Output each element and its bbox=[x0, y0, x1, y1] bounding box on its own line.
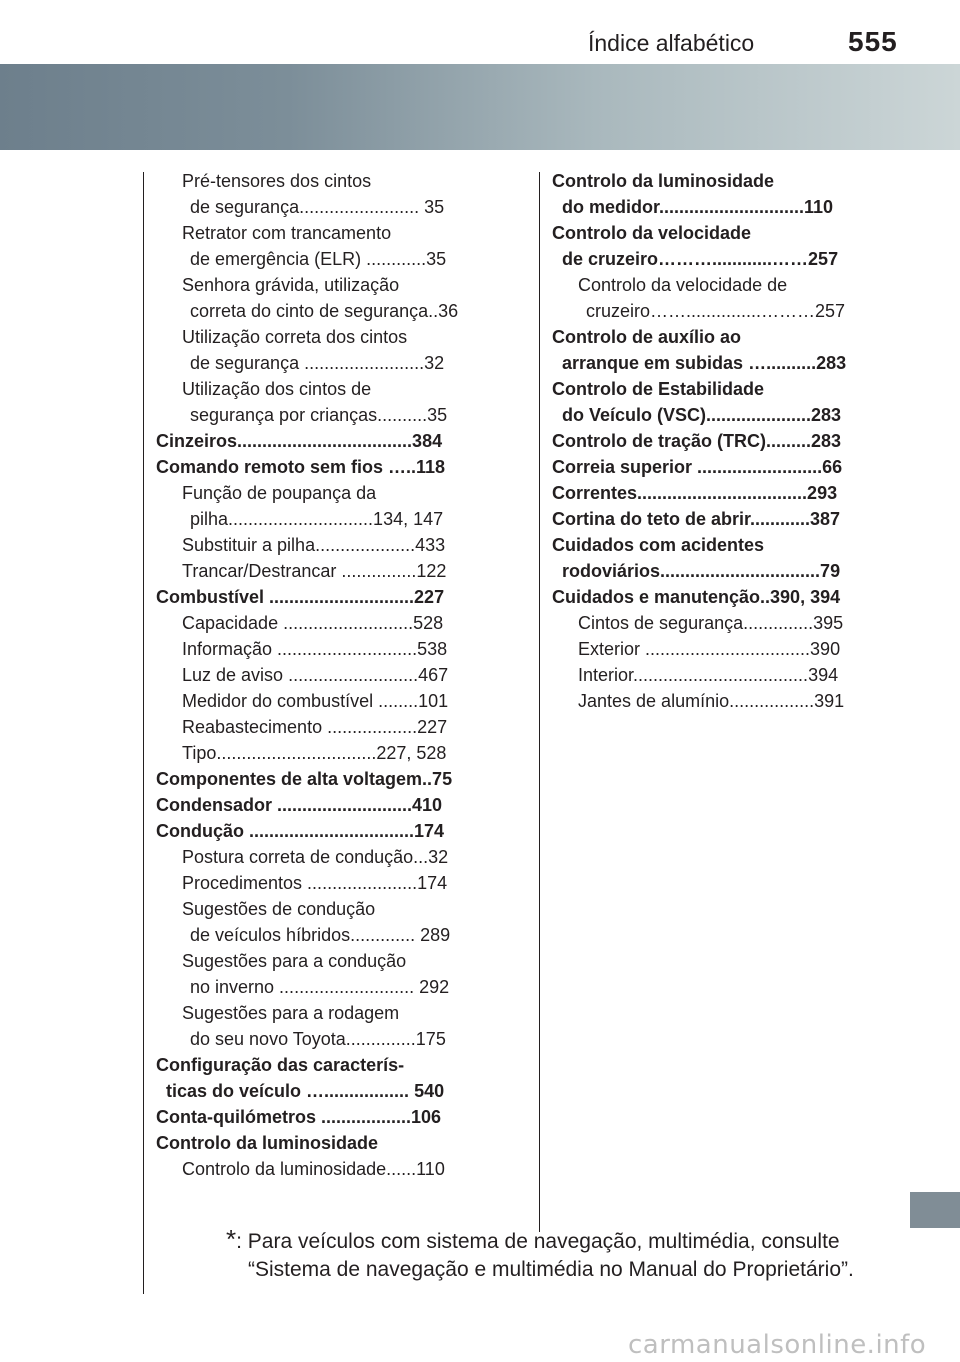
index-entry: ticas do veículo …................. 540 bbox=[166, 1081, 445, 1101]
index-entry: Capacidade ..........................528 bbox=[182, 613, 444, 633]
index-entry: Cintos de segurança..............395 bbox=[578, 613, 844, 633]
index-entry: Retrator com trancamento bbox=[182, 223, 392, 243]
index-entry: Controlo da velocidade de bbox=[578, 275, 788, 295]
index-entry: Utilização correta dos cintos bbox=[182, 327, 408, 347]
index-entry: pilha.............................134, 147 bbox=[190, 509, 444, 529]
index-entry: Condução .................................174 bbox=[156, 821, 445, 841]
index-entry: Controlo da velocidade bbox=[552, 223, 752, 243]
index-column-right bbox=[552, 168, 870, 714]
index-entry: Sugestões para a rodagem bbox=[182, 1003, 400, 1023]
index-entry: Conta-quilómetros ..................106 bbox=[156, 1107, 442, 1127]
index-entry: Medidor do combustível ........101 bbox=[182, 691, 449, 711]
index-entry: Correia superior .........................66 bbox=[552, 457, 843, 477]
index-entry: Configuração das caracterís- bbox=[156, 1055, 405, 1075]
footnote bbox=[226, 1224, 866, 1284]
page-number: 555 bbox=[848, 26, 898, 57]
page-header bbox=[0, 0, 960, 64]
footnote-asterisk: * bbox=[226, 1224, 237, 1254]
index-entry: arranque em subidas …..........283 bbox=[562, 353, 847, 373]
index-entry: de segurança ........................32 bbox=[190, 353, 445, 373]
index-entry: cruzeiro……...............………257 bbox=[586, 301, 846, 321]
index-entry: Jantes de alumínio.................391 bbox=[578, 691, 845, 711]
footnote-line-1: : Para veículos com sistema de navegação, multimédia, consulte bbox=[236, 1230, 840, 1253]
index-entry: Controlo da luminosidade bbox=[552, 171, 775, 191]
index-entry: Luz de aviso ..........................467 bbox=[182, 665, 449, 685]
index-entry: Senhora grávida, utilização bbox=[182, 275, 400, 295]
index-entry: de veículos híbridos............. 289 bbox=[190, 925, 451, 945]
index-entry: do Veículo (VSC).....................283 bbox=[562, 405, 842, 425]
index-entry: Função de poupança da bbox=[182, 483, 377, 503]
index-entry: de emergência (ELR) ............35 bbox=[190, 249, 447, 269]
index-entry: segurança por crianças..........35 bbox=[190, 405, 448, 425]
index-entry: Sugestões para a condução bbox=[182, 951, 407, 971]
index-entry: Controlo de auxílio ao bbox=[552, 327, 742, 347]
index-entry: Cinzeiros...................................384 bbox=[156, 431, 443, 451]
footnote-line-2: “Sistema de navegação e multimédia no Manual do Proprietário”. bbox=[248, 1258, 854, 1281]
index-entry: Procedimentos ......................174 bbox=[182, 873, 448, 893]
index-entry: de cruzeiro………............……257 bbox=[562, 249, 839, 269]
index-entry: Interior...................................394 bbox=[578, 665, 839, 685]
index-entry: Cuidados com acidentes bbox=[552, 535, 765, 555]
index-entry: Controlo da luminosidade......110 bbox=[182, 1159, 445, 1179]
index-entry: Componentes de alta voltagem..75 bbox=[156, 769, 453, 789]
left-margin-rule bbox=[143, 172, 144, 1294]
index-entry: correta do cinto de segurança..36 bbox=[190, 301, 459, 321]
header-gradient-band bbox=[0, 64, 960, 150]
index-entry: Utilização dos cintos de bbox=[182, 379, 372, 399]
index-entry: Combustível .............................227 bbox=[156, 587, 445, 607]
index-entry: Controlo de tração (TRC).........283 bbox=[552, 431, 842, 451]
index-entry: Informação ............................538 bbox=[182, 639, 448, 659]
index-entry: do medidor.............................110 bbox=[562, 197, 834, 217]
index-entry: Cuidados e manutenção..390, 394 bbox=[552, 587, 841, 607]
index-entry: do seu novo Toyota..............175 bbox=[190, 1029, 446, 1049]
index-entry: Pré-tensores dos cintos bbox=[182, 171, 372, 191]
index-entry: Exterior .................................390 bbox=[578, 639, 841, 659]
index-entry: Postura correta de condução...32 bbox=[182, 847, 449, 867]
index-entry: Comando remoto sem fios …..118 bbox=[156, 457, 446, 477]
index-entry: Condensador ...........................410 bbox=[156, 795, 443, 815]
index-entry: rodoviários................................79 bbox=[562, 561, 841, 581]
column-divider bbox=[539, 172, 540, 1232]
index-entry: Controlo da luminosidade bbox=[156, 1133, 379, 1153]
index-entry: Sugestões de condução bbox=[182, 899, 376, 919]
index-entry: Cortina do teto de abrir............387 bbox=[552, 509, 841, 529]
index-entry: Trancar/Destrancar ...............122 bbox=[182, 561, 447, 581]
index-column-left bbox=[156, 168, 472, 1182]
watermark: carmanualsonline.info bbox=[628, 1330, 927, 1360]
index-entry: Tipo................................227, 528 bbox=[182, 743, 447, 763]
index-entry: Reabastecimento ..................227 bbox=[182, 717, 448, 737]
index-entry: no inverno ........................... 292 bbox=[190, 977, 450, 997]
index-entry: Correntes..................................293 bbox=[552, 483, 838, 503]
index-entry: Substituir a pilha....................433 bbox=[182, 535, 446, 555]
index-entry: de segurança........................ 35 bbox=[190, 197, 445, 217]
index-entry: Controlo de Estabilidade bbox=[552, 379, 765, 399]
section-side-tab bbox=[910, 1192, 960, 1228]
section-title: Índice alfabético bbox=[588, 30, 755, 56]
